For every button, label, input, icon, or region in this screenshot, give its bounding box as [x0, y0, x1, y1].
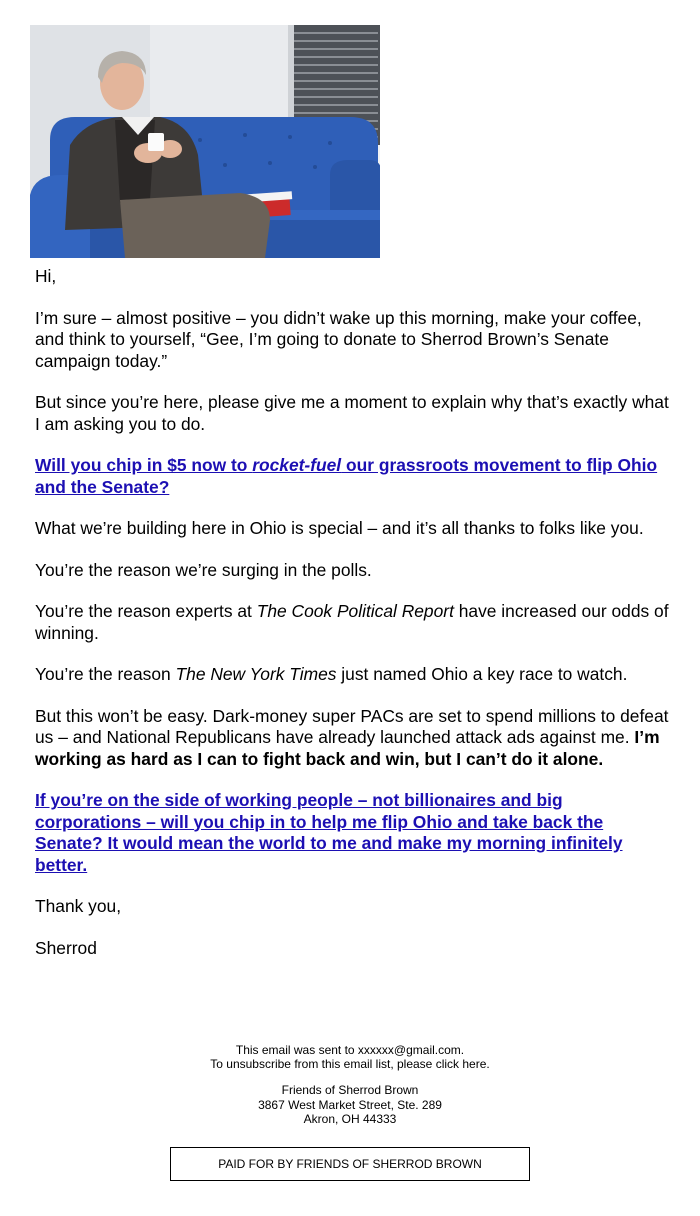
header-photo	[30, 25, 380, 258]
cook-publication: The Cook Political Report	[256, 601, 454, 621]
nyt-publication: The New York Times	[175, 664, 337, 684]
greeting: Hi,	[35, 266, 57, 286]
nyt-paragraph	[35, 664, 670, 686]
signature: Sherrod	[35, 937, 97, 958]
challenge-paragraph	[35, 706, 670, 771]
donate-link-paragraph-1	[35, 455, 670, 498]
donate-link-paragraph-2	[35, 790, 670, 876]
unsubscribe-link[interactable]: To unsubscribe from this email list, please click here.	[210, 1057, 490, 1072]
email-body	[35, 266, 670, 979]
cook-post: have increased our odds of winning.	[35, 601, 669, 643]
polls-paragraph: You’re the reason we’re surging in the polls.	[35, 559, 372, 580]
email-footer	[0, 1043, 700, 1138]
org-name: Friends of Sherrod Brown	[281, 1083, 419, 1098]
building-paragraph: What we’re building here in Ohio is special – and it’s all thanks to folks like you.	[35, 518, 644, 538]
photo-illustration	[30, 25, 380, 258]
paid-for-disclaimer: PAID FOR BY FRIENDS OF SHERROD BROWN	[170, 1147, 530, 1181]
nyt-pre: You’re the reason	[35, 664, 176, 684]
city-state-zip: Akron, OH 44333	[303, 1111, 397, 1126]
challenge-bold: I’m working as hard as I can to fight back and win, but I can’t do it alone.	[35, 727, 660, 769]
challenge-text: But this won’t be easy. Dark-money super PACs are set to spend millions to defeat us – and National Republicans have already launched attack ads against me.	[35, 705, 669, 747]
nyt-post: just named Ohio a key race to watch.	[336, 664, 628, 684]
donate-link-1-pre: Will you chip in $5 now to	[35, 455, 253, 475]
cook-pre: You’re the reason experts at	[35, 601, 257, 621]
signoff: Thank you,	[35, 896, 122, 916]
donate-link-2[interactable]: If you’re on the side of working people – not billionaires and big corporations – will you chip in to help me flip Ohio and take back the Senate? It would mean the world to me and make my morning infinitely better.	[35, 790, 623, 875]
donate-link-1-emphasis: rocket-fuel	[252, 455, 342, 475]
cook-report-paragraph	[35, 601, 670, 644]
donate-link-1-post: our grassroots movement to flip Ohio and the Senate?	[35, 455, 658, 497]
sent-to-notice: This email was sent to xxxxxx@gmail.com.	[235, 1043, 465, 1057]
donate-link-1[interactable]	[35, 455, 657, 497]
explain-paragraph: But since you’re here, please give me a moment to explain why that’s exactly what I am asking you to do.	[35, 392, 669, 434]
street-address: 3867 West Market Street, Ste. 289	[258, 1097, 442, 1112]
intro-paragraph: I’m sure – almost positive – you didn’t wake up this morning, make your coffee, and think to yourself, “Gee, I’m going to donate to Sherrod Brown’s Senate campaign today.”	[35, 307, 642, 371]
